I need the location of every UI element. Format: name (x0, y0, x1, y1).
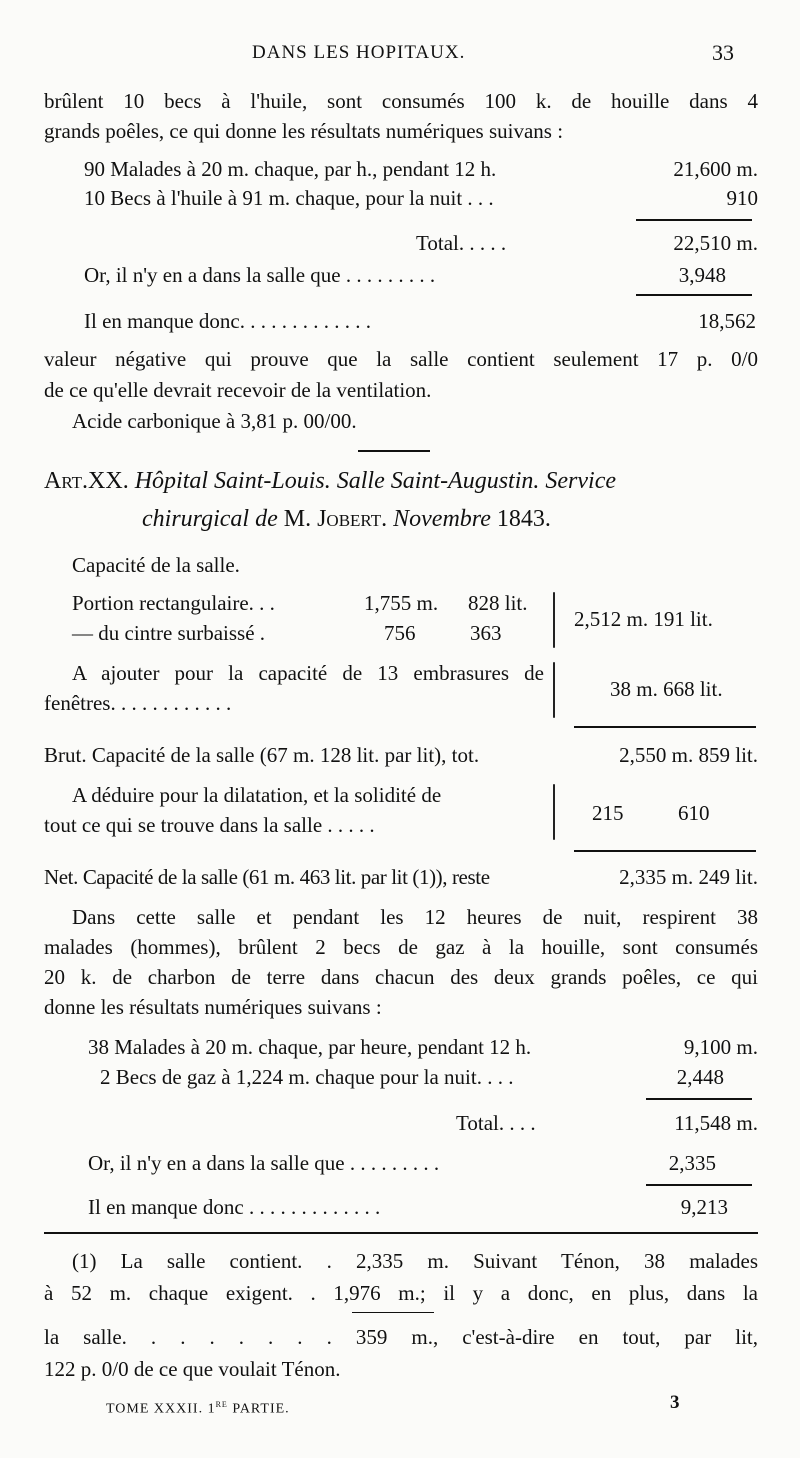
footnote-line: 122 p. 0/0 de ce que voulait Ténon. (44, 1357, 341, 1381)
article-year: 1843. (496, 506, 551, 532)
footer-sheet-number: 3 (670, 1392, 680, 1413)
capacity-sum-value: 2,512 m. 191 lit. (574, 607, 713, 631)
footer-part: PARTIE. (227, 1401, 290, 1417)
calc2-total-label: Total. . . . (456, 1111, 536, 1135)
capacity-title: Capacité de la salle. (72, 553, 240, 577)
capacity-row-lit: 363 (470, 621, 502, 645)
calc1-total-value: 22,510 m. (673, 231, 758, 255)
intro-line: grands poêles, ce qui donne les résultats numériques suivans : (44, 119, 564, 143)
sum-rule (636, 294, 752, 296)
capacity-row-lit: 828 lit. (468, 591, 528, 615)
capacity-deduct-line: tout ce qui se trouve dans la salle . . . . . (44, 813, 375, 837)
body-line: Acide carbonique à 3,81 p. 00/00. (72, 409, 357, 433)
article-heading (44, 466, 616, 496)
article-prefix: Art. (44, 468, 89, 494)
article-number: XX. (88, 468, 129, 494)
calc2-present-label: Or, il n'y en a dans la salle que . . . . . . . . . (88, 1151, 440, 1175)
capacity-deduct-text: A déduire pour la dilatation, et la solidité de (72, 783, 442, 807)
calc1-row-label: 90 Malades à 20 m. chaque, par h., pendant 12 h. (84, 157, 497, 181)
calc2-row-label: 2 Becs de gaz à 1,224 m. chaque pour la nuit. . . . (100, 1065, 514, 1089)
footnote-rule (44, 1232, 758, 1234)
calc2-missing-value: 9,213 (680, 1195, 728, 1219)
capacity-net-label: Net. Capacité de la salle (61 m. 463 lit. par lit (1)), reste (44, 865, 490, 889)
sum-rule (646, 1184, 752, 1186)
calc1-missing-label: Il en manque donc. . . . . . . . . . . . . (84, 309, 371, 333)
capacity-add-line: fenêtres. . . . . . . . . . . . (44, 691, 232, 715)
footnote-line: la salle. . . . . . . . 359 m., c'est-à-dire en tout, par lit, (44, 1325, 758, 1349)
calc1-present-label: Or, il n'y en a dans la salle que . . . . . . . . . (84, 263, 436, 287)
brace (553, 662, 555, 718)
capacity-row-label: — du cintre surbaissé . (72, 621, 266, 645)
capacity-deduct-line (72, 782, 441, 808)
calc1-row-value: 21,600 m. (673, 157, 758, 181)
calc1-present-value: 3,948 (678, 263, 726, 287)
article-month: Novembre (393, 506, 491, 532)
calc1-total-label: Total. . . . . (416, 231, 507, 255)
calc1-row-label: 10 Becs à l'huile à 91 m. chaque, pour la nuit . . . (84, 186, 494, 210)
capacity-brut-value: 2,550 m. 859 lit. (619, 743, 758, 767)
capacity-add-value: 38 m. 668 lit. (610, 677, 723, 701)
sum-rule (574, 850, 756, 852)
capacity-net-value: 2,335 m. 249 lit. (619, 865, 758, 889)
body-line: donne les résultats numériques suivans : (44, 995, 382, 1019)
article-heading-cont (142, 504, 551, 534)
intro-line: brûlent 10 becs à l'huile, sont consumés 100 k. de houille dans 4 (44, 89, 758, 113)
footnote-line: à 52 m. chaque exigent. . 1,976 m.; il y a donc, en plus, dans la (44, 1281, 758, 1305)
page-number: 33 (712, 40, 734, 65)
capacity-deduct-lit: 610 (678, 801, 710, 825)
article-service: chirurgical de (142, 506, 278, 532)
body-line: malades (hommes), brûlent 2 becs de gaz à la houille, sont consumés (44, 935, 758, 959)
body-line: 20 k. de charbon de terre dans chacun des deux grands poêles, ce qui (44, 965, 758, 989)
brace (553, 592, 555, 648)
capacity-deduct-m: 215 (592, 801, 624, 825)
footer-volume: TOME XXXII. 1 (106, 1401, 216, 1417)
capacity-row-m: 1,755 m. (364, 591, 439, 615)
article-location: Hôpital Saint-Louis. Salle Saint-Augustin. Service (134, 468, 617, 494)
footer-signature (106, 1396, 290, 1418)
sum-rule (646, 1098, 752, 1100)
calc2-present-value: 2,335 (668, 1151, 716, 1175)
calc2-missing-label: Il en manque donc . . . . . . . . . . . . . (88, 1195, 381, 1219)
sum-rule (574, 726, 756, 728)
calc2-row-value: 9,100 m. (683, 1035, 758, 1059)
footer-part-superscript: re (215, 1396, 228, 1410)
brace (553, 784, 555, 840)
calc1-missing-value: 18,562 (698, 309, 756, 333)
calc1-row-value: 910 (726, 186, 758, 210)
capacity-row-m: 756 (384, 621, 416, 645)
capacity-row-label: Portion rectangulaire. . . (72, 591, 275, 615)
article-doctor: M. Jobert. (283, 506, 388, 532)
sum-rule (636, 219, 752, 221)
running-title: DANS LES HOPITAUX. (252, 42, 466, 63)
calc2-total-value: 11,548 m. (674, 1111, 758, 1135)
capacity-add-line: A ajouter pour la capacité de 13 embrasures de (72, 661, 544, 685)
calc2-row-value: 2,448 (676, 1065, 724, 1089)
body-line: de ce qu'elle devrait recevoir de la ventilation. (44, 378, 432, 402)
capacity-brut-label: Brut. Capacité de la salle (67 m. 128 lit. par lit), tot. (44, 743, 480, 767)
body-line: valeur négative qui prouve que la salle contient seulement 17 p. 0/0 (44, 347, 758, 371)
body-line: Dans cette salle et pendant les 12 heures de nuit, respirent 38 (72, 905, 758, 929)
calc2-row-label: 38 Malades à 20 m. chaque, par heure, pendant 12 h. (88, 1035, 532, 1059)
footnote-line: (1) La salle contient. . 2,335 m. Suivant Ténon, 38 malades (72, 1249, 758, 1273)
sum-rule (352, 1312, 434, 1313)
section-separator (358, 450, 430, 452)
